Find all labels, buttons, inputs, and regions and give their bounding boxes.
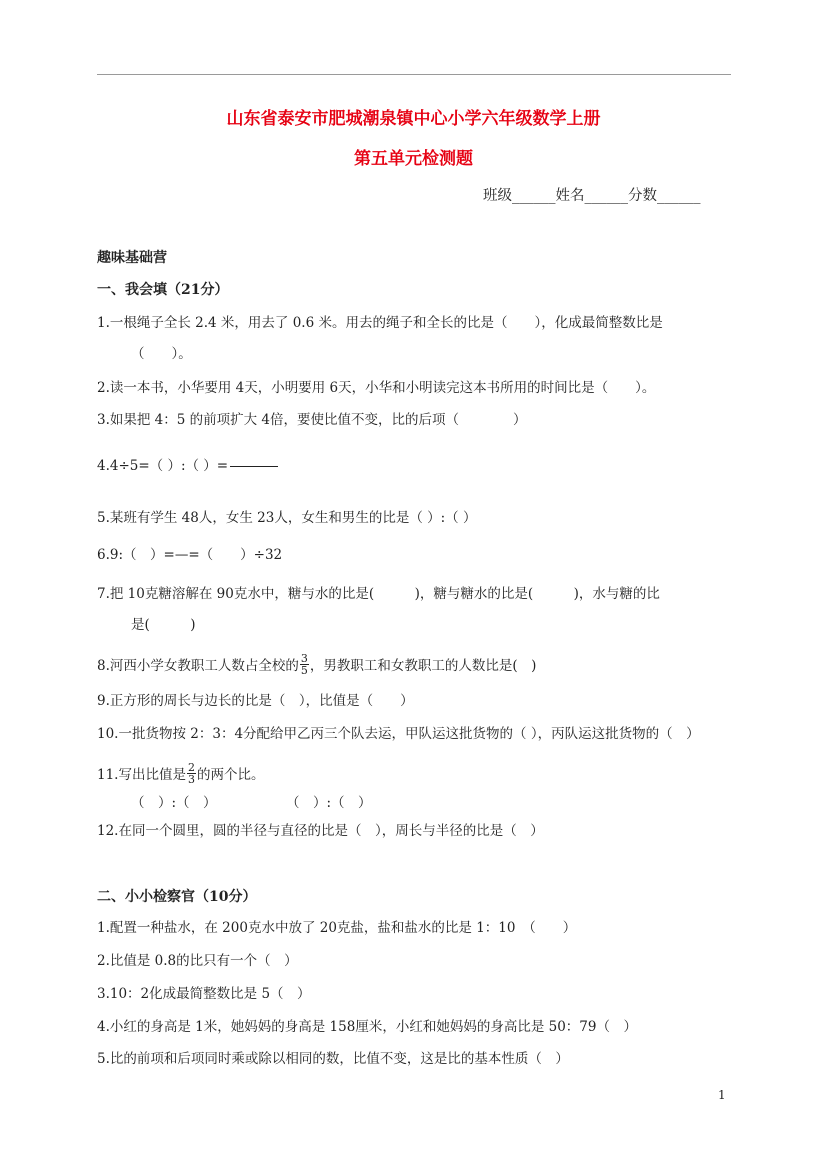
fraction-three-fifths <box>300 653 309 676</box>
question-1-4 <box>97 457 278 475</box>
fraction-numerator: 3 <box>300 652 308 665</box>
section1-heading: 一、我会填（21分） <box>97 282 229 298</box>
question-1-10: 10.一批货物按 2：3：4分配给甲乙丙三个队去运，甲队运这批货物的（ ），丙队运这批货物的（ ） <box>97 726 700 742</box>
student-info-line: 班级______姓名______分数______ <box>483 188 701 204</box>
question-2-2: 2.比值是 0.8的比只有一个（ ） <box>97 953 298 969</box>
question-1-3: 3.如果把 4：5 的前项扩大 4倍，要使比值不变，比的后项（ ） <box>97 412 527 428</box>
fraction-numerator: 2 <box>187 761 195 774</box>
question-1-11 <box>97 761 265 787</box>
question-1-11-blank-b: （ ）:（ ） <box>286 795 372 811</box>
page-number: 1 <box>718 1088 726 1102</box>
question-1-11-blank-a: （ ）:（ ） <box>131 795 217 811</box>
question-1-4-text: 4.4÷5=（ ）:（ ）= <box>97 458 229 474</box>
question-1-6: 6.9:（ ）=—=（ ）÷32 <box>97 547 283 563</box>
document-title: 山东省泰安市肥城潮泉镇中心小学六年级数学上册 <box>226 109 601 129</box>
question-1-11-post: 的两个比。 <box>196 767 265 783</box>
question-2-5: 5.比的前项和后项同时乘或除以相同的数，比值不变，这是比的基本性质（ ） <box>97 1051 569 1067</box>
fraction-denominator: 3 <box>187 773 195 786</box>
question-1-8 <box>97 652 537 678</box>
question-1-2: 2.读一本书，小华要用 4天，小明要用 6天，小华和小明读完这本书所用的时间比是（ ）。 <box>97 380 656 396</box>
answer-blank-line <box>230 466 278 467</box>
question-2-4: 4.小红的身高是 1米，她妈妈的身高是 158厘米，小红和她妈妈的身高比是 50：79（ ） <box>97 1019 637 1035</box>
fraction-two-thirds <box>187 762 196 785</box>
section2-heading: 二、小小检察官（10分） <box>97 889 257 905</box>
question-2-3: 3.10：2化成最简整数比是 5（ ） <box>97 986 311 1002</box>
fraction-denominator: 5 <box>300 664 308 677</box>
question-1-8-pre: 8.河西小学女教职工人数占全校的 <box>97 658 299 674</box>
question-2-1: 1.配置一种盐水，在 200克水中放了 20克盐，盐和盐水的比是 1：10 （ ） <box>97 920 577 936</box>
question-1-7: 7.把 10克糖溶解在 90克水中，糖与水的比是( )，糖与糖水的比是( )，水与糖的比 <box>97 586 660 602</box>
question-1-1-cont: （ ）。 <box>131 346 192 362</box>
document-subtitle: 第五单元检测题 <box>354 149 473 169</box>
question-1-11-pre: 11.写出比值是 <box>97 767 186 783</box>
question-1-1: 1.一根绳子全长 2.4 米，用去了 0.6 米。用去的绳子和全长的比是（ ），化成最简整数比是 <box>97 315 663 331</box>
question-1-9: 9.正方形的周长与边长的比是（ ），比值是（ ） <box>97 693 414 709</box>
question-1-7-cont: 是( ) <box>131 617 196 633</box>
question-1-12: 12.在同一个圆里，圆的半径与直径的比是（ ），周长与半径的比是（ ） <box>97 823 544 839</box>
header-rule <box>97 74 731 75</box>
question-1-8-post: ，男教职工和女教职工的人数比是( ) <box>309 658 537 674</box>
section-intro: 趣味基础营 <box>97 250 167 266</box>
question-1-5: 5.某班有学生 48人，女生 23人，女生和男生的比是（ ）:（ ） <box>97 510 477 526</box>
